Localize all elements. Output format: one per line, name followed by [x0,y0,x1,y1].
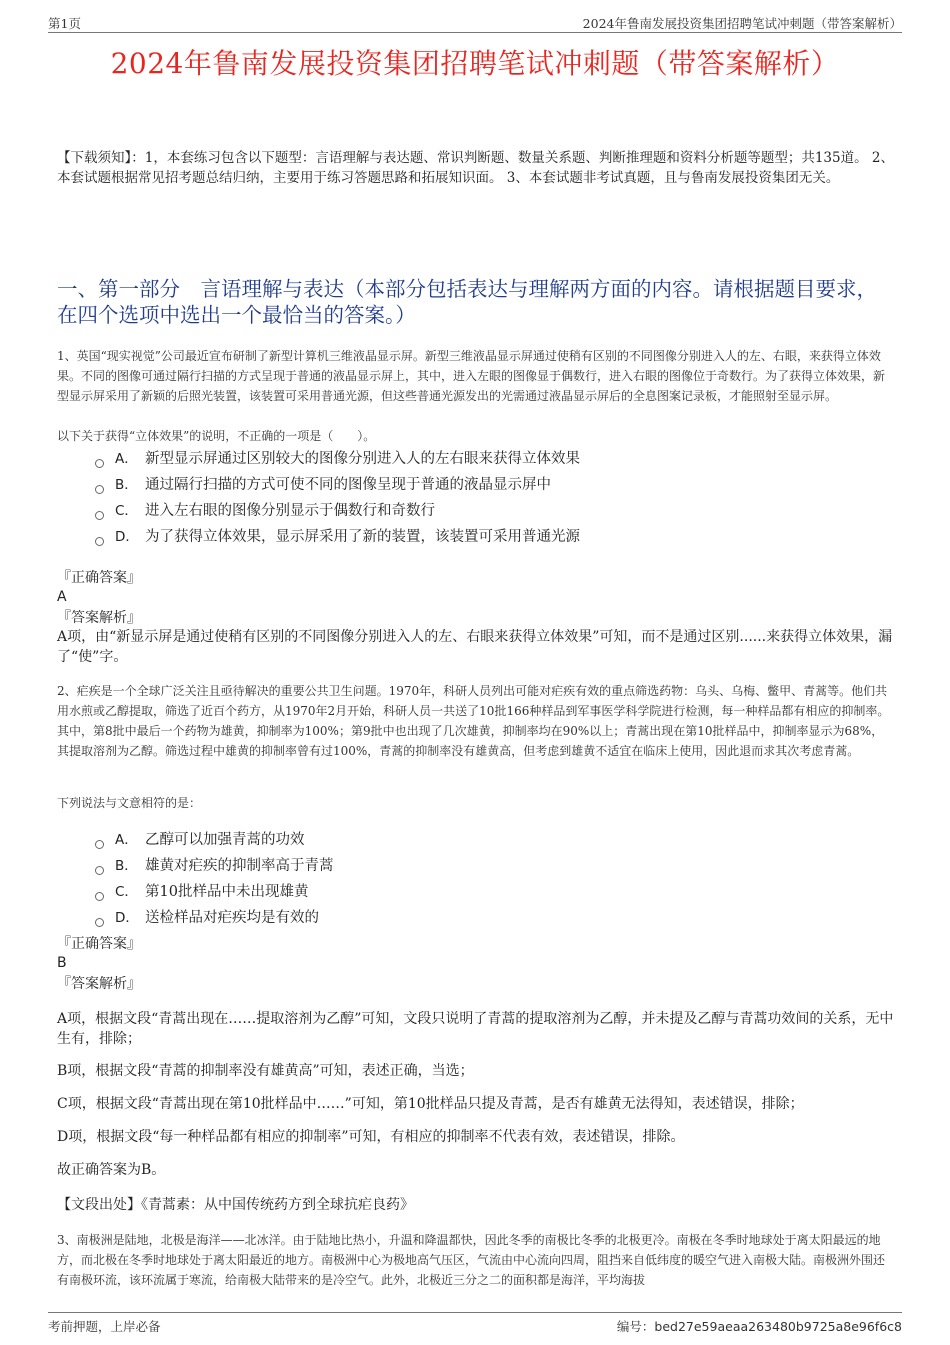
radio-icon[interactable] [95,511,104,520]
q2-answer-label: 『正确答案』 [57,936,141,952]
q1-analysis-label: 『答案解析』 [57,610,141,626]
page-title: 2024年鲁南发展投资集团招聘笔试冲刺题（带答案解析） [110,47,840,80]
q1-answer: A [57,589,67,605]
section-title: 一、第一部分 言语理解与表达（本部分包括表达与理解两方面的内容。请根据题目要求，在四个选项中选出一个最恰当的答案。） [57,277,877,327]
radio-icon[interactable] [95,892,104,901]
q2-option-d[interactable]: D． 送检样品对疟疾均是有效的 [95,905,334,931]
page-footer [48,1312,902,1335]
page-header [48,12,902,33]
q1-answer-label: 『正确答案』 [57,570,141,586]
q1-option-c[interactable]: C． 进入左右眼的图像分别显示于偶数行和奇数行 [95,498,580,524]
download-notice: 【下载须知】：1，本套练习包含以下题型：言语理解与表达题、常识判断题、数量关系题、判断推理题和资料分析题等题型；共135道。 2、本套试题根据常见招考题总结归纳，主要用于练习答题思路和拓展知识面。 3、本套试题非考试真题，且与鲁南发展投资集团无关。 [57,150,894,186]
footer-code: bed27e59aeaa263480b9725a8e96f6c8 [654,1319,902,1334]
q2-analysis-label: 『答案解析』 [57,976,141,992]
q1-option-d[interactable]: D． 为了获得立体效果，显示屏采用了新的装置，该装置可采用普通光源 [95,524,580,550]
radio-icon[interactable] [95,459,104,468]
q1-analysis: A项，由“新显示屏是通过使稍有区别的不同图像分别进入人的左、右眼来获得立体效果”可知，而不是通过区别......来获得立体效果，漏了“使”字。 [57,629,893,665]
footer-code-label: 编号： [616,1319,655,1334]
q1-option-a[interactable]: A． 新型显示屏通过区别较大的图像分别进入人的左右眼来获得立体效果 [95,446,580,472]
q2-conclusion: 故正确答案为B。 [57,1162,166,1178]
q2-source: 【文段出处】《青蒿素：从中国传统药方到全球抗疟良药》 [57,1197,414,1213]
q2-option-c[interactable]: C． 第10批样品中未出现雄黄 [95,879,334,905]
q2-options [95,827,334,931]
radio-icon[interactable] [95,918,104,927]
q2-analysis-a: A项，根据文段“青蒿出现在……提取溶剂为乙醇”可知，文段只说明了青蒿的提取溶剂为乙醇，并未提及乙醇与青蒿功效间的关系，无中生有，排除； [57,1011,894,1047]
radio-icon[interactable] [95,866,104,875]
q1-option-b[interactable]: B． 通过隔行扫描的方式可使不同的图像呈现于普通的液晶显示屏中 [95,472,580,498]
page-number: 第1页 [48,16,81,31]
radio-icon[interactable] [95,485,104,494]
q2-stem: 下列说法与文意相符的是： [57,796,202,810]
q2-answer: B [57,955,67,971]
q2-analysis-d: D项，根据文段“每一种样品都有相应的抑制率”可知，有相应的抑制率不代表有效，表述错误，排除。 [57,1129,685,1145]
q1-stem: 以下关于获得“立体效果”的说明，不正确的一项是（ ）。 [57,429,376,443]
header-doc-title: 2024年鲁南发展投资集团招聘笔试冲刺题（带答案解析） [582,16,902,31]
q1-options [95,446,580,550]
q2-option-b[interactable]: B． 雄黄对疟疾的抑制率高于青蒿 [95,853,334,879]
q2-analysis-c: C项，根据文段“青蒿出现在第10批样品中……”可知，第10批样品只提及青蒿，是否有雄黄无法得知，表述错误，排除； [57,1096,804,1112]
q2-option-a[interactable]: A． 乙醇可以加强青蒿的功效 [95,827,334,853]
footer-code-block [617,1317,902,1335]
radio-icon[interactable] [95,537,104,546]
q1-passage: 1、英国“现实视觉”公司最近宣布研制了新型计算机三维液晶显示屏。新型三维液晶显示屏通过使稍有区别的不同图像分别进入人的左、右眼，来获得立体效果。不同的图像可通过隔行扫描的方式呈现于普通的液晶显示屏上，其中，进入左眼的图像显于偶数行，进入右眼的图像位于奇数行。为了获得立体效果，新型显示屏采用了新颖的后照光装置，该装置可采用普通光源，但这些普通光源发出的光需通过液晶显示屏后的全息图案记录板，才能照射至显示屏。 [57,349,886,403]
radio-icon[interactable] [95,840,104,849]
q2-analysis-b: B项，根据文段“青蒿的抑制率没有雄黄高”可知，表述正确，当选； [57,1063,474,1079]
q3-passage: 3、南极洲是陆地，北极是海洋——北冰洋。由于陆地比热小，升温和降温都快，因此冬季的南极比冬季的北极更冷。南极在冬季时地球处于离太阳最远的地方，而北极在冬季时地球处于离太阳最近的地方。南极洲中心为极地高气压区，气流由中心流向四周，阻挡来自低纬度的暖空气进入南极大陆。南极洲外围还有南极环流，该环流属于寒流，给南极大陆带来的是冷空气。此外，北极近三分之二的面积都是海洋，平均海拔 [57,1233,886,1287]
footer-slogan: 考前押题，上岸必备 [48,1319,161,1334]
q2-passage: 2、疟疾是一个全球广泛关注且亟待解决的重要公共卫生问题。1970年，科研人员列出可能对疟疾有效的重点筛选药物：乌头、乌梅、鳖甲、青蒿等。他们共用水煎或乙醇提取，筛选了近百个药方，从1970年2月开始，科研人员一共送了10批166种样品到军事医学科学院进行检测，每一种样品都有相应的抑制率。其中，第8批中最后一个药物为雄黄，抑制率为100%；第9批中也出现了几次雄黄，抑制率均在90%以上；青蒿出现在第10批样品中，抑制率显示为68%，其提取溶剂为乙醇。筛选过程中雄黄的抑制率曾有过100%，青蒿的抑制率没有雄黄高，但考虑到雄黄不适宜在临床上使用，因此退而求其次考虑青蒿。 [57,684,890,758]
